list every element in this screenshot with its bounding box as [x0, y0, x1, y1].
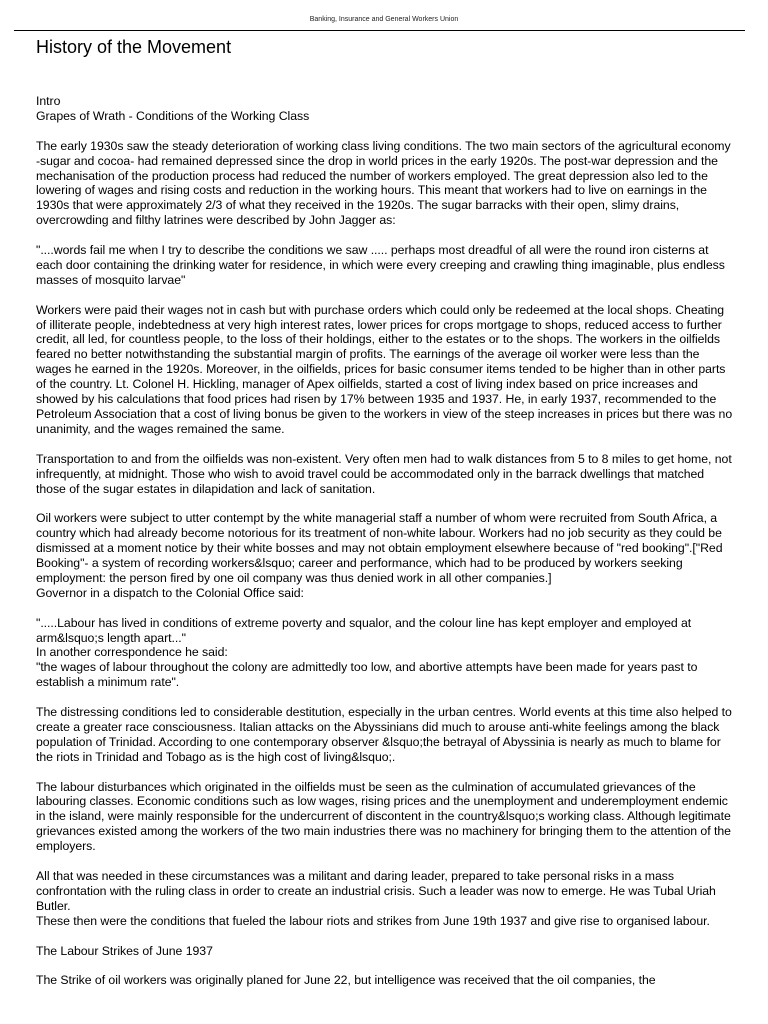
quote-paragraph: ".....Labour has lived in conditions of extreme poverty and squalor, and the colour line has kept employer and employed at arm&lsquo;s length apart..." In another correspondence he said: "the wages of labour throughout the colony are admittedly too low, and abortive attempts have been made for years past to establish a minimum rate". [36, 615, 698, 690]
paragraph: The labour disturbances which originated in the oilfields must be seen as the culmination of accumulated grievances of the labouring classes. Economic conditions such as low wages, rising prices and the unemployment and underemployment endemic in the island, were mainly responsible for the undercurrent of discontent in the country&lsquo;s working class. Although legitimate grievances existed among the workers of the two main industries there was no machinery for bringing them to the attention of the employers. [36, 779, 731, 854]
paragraph: All that was needed in these circumstances was a militant and daring leader, prepared to take personal risks in a mass confrontation with the ruling class in order to create an industrial crisis. Such a leader was now to emerge. He was Tubal Uriah Butler. These then were the conditions that fueled the labour riots and strikes from June 19th 1937 and give rise to organised labour. [36, 868, 716, 928]
paragraph-gap [36, 929, 736, 944]
paragraph-gap [36, 288, 736, 303]
header-rule [14, 30, 745, 31]
paragraph-gap [36, 496, 736, 511]
paragraph-gap [36, 690, 736, 705]
paragraph: Oil workers were subject to utter contempt by the white managerial staff a number of whom were recruited from South Africa, a country which had already become notorious for its treatment of non-white labour. Workers had no job security as they could be dismissed at a moment notice by their white bosses and may not obtain employment elsewhere because of "red booking".["Red Booking"- a system of recording workers&lsquo; career and performance, which had to be produced by workers seeking employment: the person fired by one oil company was thus denied work in all other companies.] Governor in a dispatch to the Colonial Office said: [36, 511, 723, 600]
quote-paragraph: "....words fail me when I try to describe the conditions we saw ..... perhaps most dreadful of all were the round iron cisterns at each door containing the drinking water for residence, in which were every creeping and crawling thing imaginable, plus endless masses of mosquito larvae" [36, 243, 725, 287]
section-heading: The Labour Strikes of June 1937 [36, 943, 213, 958]
paragraph: The early 1930s saw the steady deterioration of working class living conditions. The two main sectors of the agricultural economy -sugar and cocoa- had remained depressed since the drop in world prices in the early 1920s. The post-war depression and the mechanisation of the production process had reduced the number of workers employed. The great depression also led to the lowering of wages and rising costs and reduction in the working hours. This meant that workers had to live on earnings in the 1930s that were approximately 2/3 of what they received in the 1920s. The sugar barracks with their open, slimy drains, overcrowding and filthy latrines were described by John Jagger as: [36, 138, 731, 228]
paragraph-gap [36, 601, 736, 616]
paragraph-gap [36, 228, 736, 243]
running-header: Banking, Insurance and General Workers Union [309, 16, 459, 23]
page-title: History of the Movement [36, 37, 232, 57]
document-body [36, 94, 736, 988]
paragraph-gap [36, 124, 736, 139]
paragraph: The Strike of oil workers was originally planed for June 22, but intelligence was received that the oil companies, the [36, 973, 656, 988]
paragraph-gap [36, 854, 736, 869]
paragraph: The distressing conditions led to considerable destitution, especially in the urban centres. World events at this time also helped to create a greater race consciousness. Italian attacks on the Abyssinians did much to arouse anti-white feelings among the black population of Trinidad. According to one contemporary observer &lsquo;the betrayal of Abyssinia is nearly as much to blame for the riots in Trinidad and Tobago as is the high cost of living&lsquo;. [36, 705, 732, 764]
paragraph-gap [36, 958, 736, 973]
paragraph: Transportation to and from the oilfields was non-existent. Very often men had to walk distances from 5 to 8 miles to get home, not infrequently, at midnight. Those who wish to avoid travel could be accommodated only in the barrack dwellings that matched those of the sugar estates in dilapidation and lack of sanitation. [36, 451, 732, 496]
paragraph-gap [36, 437, 736, 452]
paragraph: Workers were paid their wages not in cash but with purchase orders which could only be redeemed at the local shops. Cheating of illiterate people, indebtedness at very high interest rates, lower prices for crops mortgage to shops, reduced access to further credit, all led, for countless people, to the loss of their holdings, either to the estates or to the shops. The workers in the oilfields feared no better notwithstanding the substantial margin of profits. The earnings of the average oil worker were less than the wages he earned in the 1920s. Moreover, in the oilfields, prices for basic consumer items tended to be higher than in other parts of the country. Lt. Colonel H. Hickling, manager of Apex oilfields, started a cost of living index based on price increases and showed by his calculations that food prices had risen by 17% between 1935 and 1937. He, in early 1937, recommended to the Petroleum Association that a cost of living bonus be given to the workers in view of the steep increases in prices but there was no unanimity, and the wages remained the same. [36, 302, 733, 436]
paragraph-gap [36, 765, 736, 780]
paragraph-intro: Intro Grapes of Wrath - Conditions of the Working Class [36, 94, 310, 123]
